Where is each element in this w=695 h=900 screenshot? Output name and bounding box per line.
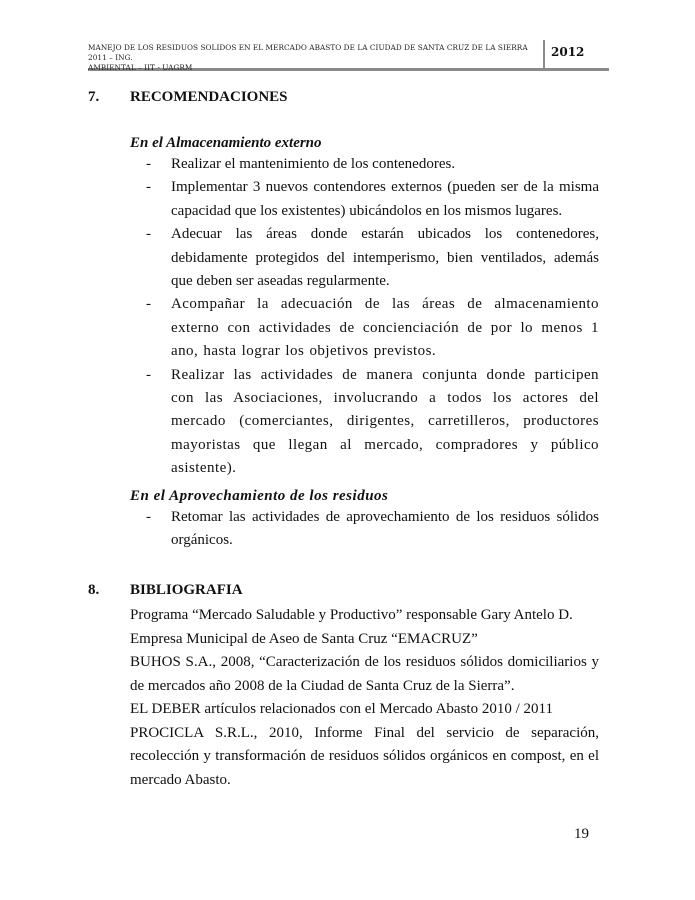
dash-bullet-icon: - [146,156,151,172]
subsection-heading-aprovechamiento: En el Aprovechamiento de los residuos [130,488,389,504]
list-item [146,153,599,176]
list-item-text: Adecuar las áreas donde estarán ubicados los contenedores, debidamente protegidos del intemperismo, bien ventilados, además que deben ser aseadas regularmente. [171,226,599,290]
header-year: 2012 [551,45,585,59]
list-item-text: Realizar el mantenimiento de los contenedores. [171,156,456,172]
header-title-line-2: AMBIENTAL – IIT - UAGRM [88,63,193,72]
dash-bullet-icon: - [146,509,151,525]
header-title [88,43,540,73]
section-title: RECOMENDACIONES [130,89,288,105]
bibliography-entry: BUHOS S.A., 2008, “Caracterización de los residuos sólidos domiciliarios y de mercados año 2008 de la Ciudad de Santa Cruz de la Sierra”. [130,654,599,694]
list-item-text: Acompañar la adecuación de las áreas de almacenamiento externo con actividades de concienciación de por lo menos 1 ano, hasta lograr los objetivos previstos. [171,296,599,360]
list-item [146,293,599,363]
list-item-text: Retomar las actividades de aprovechamiento de los residuos sólidos orgánicos. [171,509,599,549]
dash-bullet-icon: - [146,179,151,196]
section-number: 7. [88,89,100,105]
bullet-list-almacenamiento [146,153,599,481]
section-number: 8. [88,582,100,598]
list-item [146,364,599,481]
header-title-line-1: MANEJO DE LOS RESIDUOS SOLIDOS EN EL MERCADO ABASTO DE LA CIUDAD DE SANTA CRUZ DE LA SIERRA 2011 – ING. [88,43,528,62]
running-header [88,40,609,71]
list-item [146,223,599,293]
section-title: BIBLIOGRAFIA [130,582,243,598]
bibliography-entry: EL DEBER artículos relacionados con el Mercado Abasto 2010 / 2011 [130,701,553,717]
subsection-heading-almacenamiento: En el Almacenamiento externo [130,135,322,151]
list-item-text: Implementar 3 nuevos contendores externos (pueden ser de la misma capacidad que los existentes) ubicándolos en los mismos lugares. [171,179,599,219]
header-divider [543,40,545,71]
list-item [146,176,599,223]
list-item-text: Realizar las actividades de manera conjunta donde participen con las Asociaciones, involucrando a todos los actores del mercado (comerciantes, dirigentes, carretilleros, productores mayoristas que llegan al mercado, compradores y público asistente). [171,366,599,477]
dash-bullet-icon: - [146,296,151,313]
dash-bullet-icon: - [146,226,151,243]
page-number: 19 [574,826,589,842]
bullet-list-aprovechamiento [146,506,599,553]
bibliography-entry: Empresa Municipal de Aseo de Santa Cruz “EMACRUZ” [130,630,478,647]
bibliography-entry: PROCICLA S.R.L., 2010, Informe Final del servicio de separación, recolección y transformación de residuos sólidos orgánicos en compost, en el mercado Abasto. [130,724,599,788]
list-item [146,506,599,553]
dash-bullet-icon: - [146,366,151,383]
bibliography-list [130,604,599,792]
bibliography-entry: Programa “Mercado Saludable y Productivo” responsable Gary Antelo D. [130,607,573,623]
